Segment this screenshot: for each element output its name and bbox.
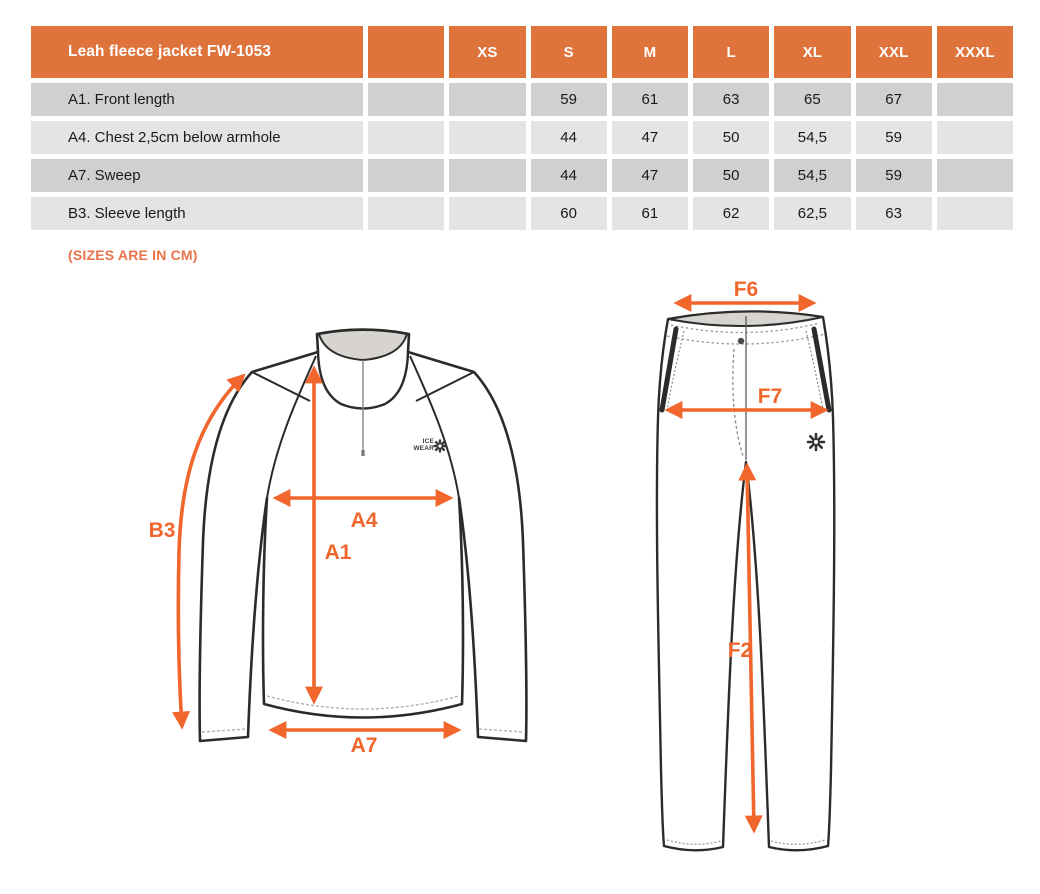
value-cell: [937, 121, 1013, 154]
a4-label: A4: [350, 509, 378, 532]
value-cell: 62,5: [774, 197, 850, 230]
value-cell: [368, 83, 444, 116]
value-cell: 47: [612, 159, 688, 192]
value-cell: [937, 83, 1013, 116]
size-table: [31, 26, 1013, 230]
jacket-diagram: [149, 330, 527, 758]
sizes-unit-note: (SIZES ARE IN CM): [68, 247, 198, 263]
row-label: A4. Chest 2,5cm below armhole: [31, 121, 363, 154]
value-cell: 59: [531, 83, 607, 116]
a1-label: A1: [324, 541, 352, 564]
row-label: A7. Sweep: [31, 159, 363, 192]
value-cell: 61: [612, 83, 688, 116]
col-header-xxl: XXL: [856, 26, 932, 78]
row-label: A1. Front length: [31, 83, 363, 116]
f6-label: F6: [733, 278, 759, 301]
col-header-m: M: [612, 26, 688, 78]
value-cell: 44: [531, 159, 607, 192]
f7-label: F7: [757, 385, 783, 408]
jacket-zipper-pull: [361, 450, 364, 456]
value-cell: [368, 197, 444, 230]
value-cell: 63: [856, 197, 932, 230]
value-cell: 50: [693, 159, 769, 192]
logo-text-line2: WEAR: [413, 445, 434, 452]
col-header-xl: XL: [774, 26, 850, 78]
value-cell: [449, 83, 525, 116]
value-cell: 65: [774, 83, 850, 116]
value-cell: 54,5: [774, 121, 850, 154]
value-cell: [449, 159, 525, 192]
value-cell: [937, 197, 1013, 230]
value-cell: 59: [856, 121, 932, 154]
value-cell: 60: [531, 197, 607, 230]
logo-text-line1: ICE: [422, 438, 434, 445]
value-cell: 50: [693, 121, 769, 154]
row-label: B3. Sleeve length: [31, 197, 363, 230]
value-cell: 44: [531, 121, 607, 154]
value-cell: 59: [856, 159, 932, 192]
f2-label: F2: [727, 639, 753, 662]
value-cell: [368, 159, 444, 192]
waist-button: [738, 338, 744, 344]
col-header-l: L: [693, 26, 769, 78]
gear-icon: [435, 441, 446, 452]
a7-label: A7: [350, 734, 378, 757]
snowflake-icon: [808, 434, 824, 450]
value-cell: 63: [693, 83, 769, 116]
b3-label: B3: [148, 519, 176, 542]
value-cell: [449, 121, 525, 154]
value-cell: 54,5: [774, 159, 850, 192]
col-header-blank: [368, 26, 444, 78]
pants-diagram: [657, 278, 834, 850]
value-cell: 61: [612, 197, 688, 230]
col-header-xs: XS: [449, 26, 525, 78]
table-title: Leah fleece jacket FW-1053: [31, 26, 363, 78]
col-header-s: S: [531, 26, 607, 78]
value-cell: [937, 159, 1013, 192]
value-cell: 47: [612, 121, 688, 154]
value-cell: [368, 121, 444, 154]
value-cell: [449, 197, 525, 230]
col-header-xxxl: XXXL: [937, 26, 1013, 78]
value-cell: 62: [693, 197, 769, 230]
value-cell: 67: [856, 83, 932, 116]
